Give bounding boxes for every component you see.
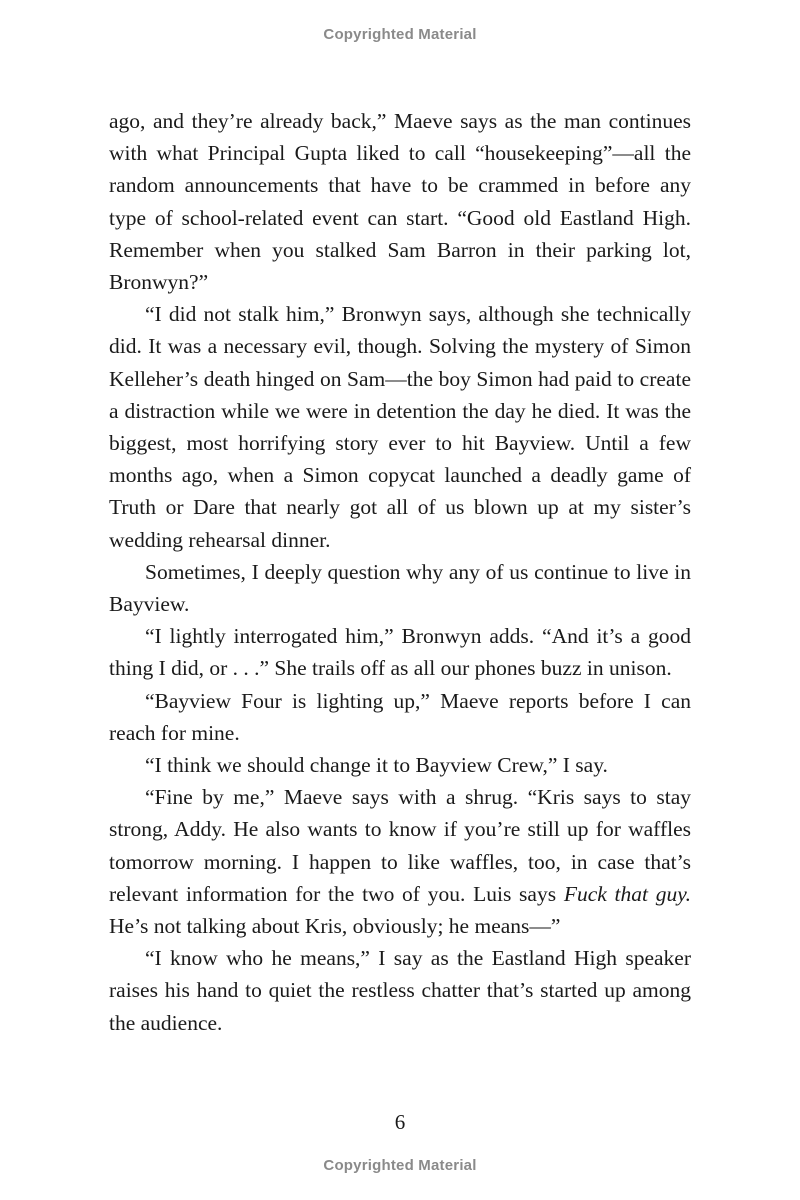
paragraph-7-italic-quote: Fuck that guy.	[563, 881, 691, 906]
copyright-watermark-bottom: Copyrighted Material	[323, 1157, 477, 1174]
paragraph-4: “I lightly interrogated him,” Bronwyn adds. “And it’s a good thing I did, or . . .” She trails off as all our phones buzz in unison.	[109, 624, 691, 681]
copyright-watermark-top: Copyrighted Material	[323, 26, 477, 43]
paragraph-7	[109, 781, 691, 942]
paragraph-8: “I know who he means,” I say as the Eastland High speaker raises his hand to quiet the restless chatter that’s started up among the audience.	[109, 946, 691, 1035]
paragraph-7-text-before: “Fine by me,” Maeve says with a shrug. “Kris says to stay strong, Addy. He also wants to know if you’re still up for waffles tomorrow morning. I happen to like waffles, too, in case that’s relevant information for the two of you. Luis says	[109, 785, 691, 906]
paragraph-2: “I did not stalk him,” Bronwyn says, although she technically did. It was a necessary evil, though. Solving the mystery of Simon Kelleher’s death hinged on Sam—the boy Simon had paid to create a distraction while we were in detention the day he died. It was the biggest, most horrifying story ever to hit Bayview. Until a few months ago, when a Simon copycat launched a deadly game of Truth or Dare that nearly got all of us blown up at my sister’s wedding rehearsal dinner.	[109, 302, 691, 552]
paragraph-3: Sometimes, I deeply question why any of us continue to live in Bayview.	[109, 559, 691, 617]
paragraph-1: ago, and they’re already back,” Maeve says as the man continues with what Principal Gupta liked to call “housekeeping”—all the random announcements that have to be crammed in before any type of school-related event can start. “Good old Eastland High. Remember when you stalked Sam Barron in their parking lot, Bronwyn?”	[109, 109, 691, 295]
page-number: 6	[394, 1110, 406, 1134]
paragraph-7-text-after: He’s not talking about Kris, obviously; he means—”	[109, 914, 561, 939]
paragraph-6: “I think we should change it to Bayview Crew,” I say.	[145, 753, 608, 778]
paragraph-5: “Bayview Four is lighting up,” Maeve reports before I can reach for mine.	[109, 688, 691, 745]
body-text	[109, 105, 691, 1039]
